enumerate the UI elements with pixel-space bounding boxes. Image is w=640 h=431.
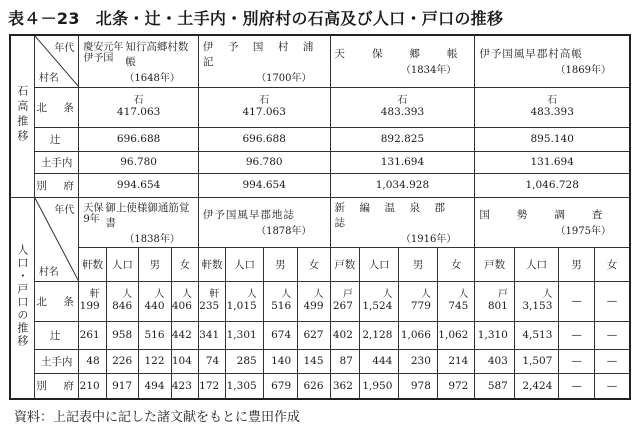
pop-cell: — (559, 373, 594, 399)
pop-cell: — (559, 349, 594, 373)
pop-cell: 494 (139, 373, 171, 399)
village-tsuji: 辻 (34, 127, 79, 151)
pop-cell: 210 (79, 373, 106, 399)
pop-cell: 1,310 (475, 321, 515, 349)
pop-cell: 679 (263, 373, 297, 399)
pop-cell: 516 (139, 321, 171, 349)
pop-source-3: 新 編 温 泉 郡 誌 （1916年） (330, 197, 475, 247)
koku-cell: 892.825 (330, 127, 475, 151)
col-header: 人口 (106, 247, 138, 281)
sonmei-label: 村名 (38, 266, 59, 278)
pop-cell: 人 779 (399, 281, 437, 321)
pop-cell: 261 (79, 321, 106, 349)
col-header: 女 (594, 247, 630, 281)
koku-row-hojo (10, 87, 630, 127)
pop-cell: 人 1,524 (359, 281, 399, 321)
pop-cell: 674 (263, 321, 297, 349)
pop-cell: 人 846 (106, 281, 138, 321)
pop-cell: 140 (263, 349, 297, 373)
pop-cell: 230 (399, 349, 437, 373)
village-dotenai: 土手内 (34, 151, 79, 173)
koku-cell: 895.140 (475, 127, 630, 151)
koku-cell: 石 417.063 (79, 87, 199, 127)
col-header: 男 (399, 247, 437, 281)
col-header: 男 (139, 247, 171, 281)
pop-cell: 1,507 (514, 349, 559, 373)
pop-cell: 972 (437, 373, 474, 399)
pop-cell: 1,950 (359, 373, 399, 399)
pop-cell: 214 (437, 349, 474, 373)
pop-colheader-row (10, 247, 630, 281)
koku-source-3: 天 保 郷 帳 （1834年） (330, 35, 475, 87)
table-title (8, 4, 632, 30)
village-beppu: 別 府 (34, 373, 79, 399)
pop-cell: 423 (171, 373, 198, 399)
koku-header-diagonal (34, 35, 79, 87)
koku-cell: 96.780 (79, 151, 199, 173)
koku-source-2: 伊 予 国 村 浦 記 （1700年） (198, 35, 330, 87)
col-header: 戸数 (475, 247, 515, 281)
pop-cell: 285 (226, 349, 263, 373)
pop-cell: 1,062 (437, 321, 474, 349)
table-number: 表４－23 (8, 8, 80, 28)
pop-cell: — (594, 281, 630, 321)
col-header: 軒数 (79, 247, 106, 281)
nendai-label: 年代 (54, 43, 75, 54)
col-header: 女 (171, 247, 198, 281)
koku-cell: 131.694 (475, 151, 630, 173)
koku-cell: 131.694 (330, 151, 475, 173)
pop-cell: 226 (106, 349, 138, 373)
pop-cell: 人 440 (139, 281, 171, 321)
koku-source-4: 伊予国風早郡村高帳 （1869年） (475, 35, 630, 87)
koku-section-label: 石高推移 (10, 35, 34, 197)
koku-row-tsuji (10, 127, 630, 151)
pop-cell: 人 499 (298, 281, 330, 321)
pop-cell: 4,513 (514, 321, 559, 349)
pop-cell: 軒 235 (198, 281, 225, 321)
col-header: 軒数 (198, 247, 225, 281)
koku-row-beppu (10, 173, 630, 197)
village-hojo: 北 条 (34, 87, 79, 127)
pop-cell: 人 516 (263, 281, 297, 321)
pop-cell: 戸 267 (330, 281, 359, 321)
table-caption: 北条・辻・土手内・別府村の石高及び人口・戸口の推移 (95, 8, 504, 28)
village-tsuji: 辻 (34, 321, 79, 349)
pop-cell: 1,301 (226, 321, 263, 349)
pop-source-4: 国 勢 調 査 （1975年） (475, 197, 630, 247)
pop-cell: — (594, 321, 630, 349)
pop-cell: 341 (198, 321, 225, 349)
koku-cell: 石 483.393 (330, 87, 475, 127)
pop-cell: 2,424 (514, 373, 559, 399)
col-header: 戸数 (330, 247, 359, 281)
pop-row-hojo (10, 281, 630, 321)
koku-source-1: 慶安元年 伊予国 知行高郷村数帳 （1648年） (79, 35, 199, 87)
pop-source-1: 天保 9年 御上使様御通筋覚書 （1838年） (79, 197, 199, 247)
pop-cell: 172 (198, 373, 225, 399)
pop-cell: 362 (330, 373, 359, 399)
pop-header-row (10, 197, 630, 247)
koku-cell: 696.688 (198, 127, 330, 151)
pop-cell: 626 (298, 373, 330, 399)
pop-cell: 104 (171, 349, 198, 373)
pop-row-tsuji (10, 321, 630, 349)
pop-row-dotenai (10, 349, 630, 373)
pop-cell: 74 (198, 349, 225, 373)
koku-cell: 石 417.063 (198, 87, 330, 127)
pop-cell: — (594, 373, 630, 399)
pop-cell: 87 (330, 349, 359, 373)
col-header: 女 (298, 247, 330, 281)
koku-row-dotenai (10, 151, 630, 173)
nendai-label: 年代 (54, 204, 75, 216)
pop-section-label: 人口・戸口の推移 (10, 197, 34, 399)
pop-cell: 444 (359, 349, 399, 373)
village-dotenai: 土手内 (34, 349, 79, 373)
pop-cell: 958 (106, 321, 138, 349)
pop-cell: 人 3,153 (514, 281, 559, 321)
koku-cell: 1,046.728 (475, 173, 630, 197)
village-hojo: 北 条 (34, 281, 79, 321)
koku-header-row (10, 35, 630, 87)
koku-cell: 696.688 (79, 127, 199, 151)
pop-cell: 人 406 (171, 281, 198, 321)
pop-cell: 587 (475, 373, 515, 399)
koku-cell: 石 483.393 (475, 87, 630, 127)
pop-cell: — (594, 349, 630, 373)
pop-cell: — (559, 281, 594, 321)
pop-cell: 人 1,015 (226, 281, 263, 321)
pop-cell: 1,305 (226, 373, 263, 399)
col-header: 男 (263, 247, 297, 281)
pop-source-2: 伊予国風早郡地誌 （1878年） (198, 197, 330, 247)
pop-cell: 978 (399, 373, 437, 399)
koku-cell: 1,034.928 (330, 173, 475, 197)
pop-cell: 人 745 (437, 281, 474, 321)
pop-cell: 917 (106, 373, 138, 399)
pop-header-diagonal (34, 197, 79, 281)
col-header: 人口 (514, 247, 559, 281)
pop-cell: 122 (139, 349, 171, 373)
pop-cell: 1,066 (399, 321, 437, 349)
col-header: 男 (559, 247, 594, 281)
sonmei-label: 村名 (38, 72, 59, 84)
pop-cell: 軒 199 (79, 281, 106, 321)
koku-cell: 96.780 (198, 151, 330, 173)
koku-cell: 994.654 (198, 173, 330, 197)
village-beppu: 別 府 (34, 173, 79, 197)
pop-cell: 442 (171, 321, 198, 349)
pop-row-beppu (10, 373, 630, 399)
col-header: 人口 (226, 247, 263, 281)
source-note: 資料：上記表中に記した諸文献をもとに豊田作成 (14, 409, 301, 425)
col-header: 人口 (359, 247, 399, 281)
koku-cell: 994.654 (79, 173, 199, 197)
pop-cell: 2,128 (359, 321, 399, 349)
pop-cell: — (559, 321, 594, 349)
pop-cell: 402 (330, 321, 359, 349)
pop-cell: 48 (79, 349, 106, 373)
col-header: 女 (437, 247, 474, 281)
pop-cell: 403 (475, 349, 515, 373)
data-table (9, 34, 631, 400)
pop-cell: 戸 801 (475, 281, 515, 321)
pop-cell: 145 (298, 349, 330, 373)
pop-cell: 627 (298, 321, 330, 349)
